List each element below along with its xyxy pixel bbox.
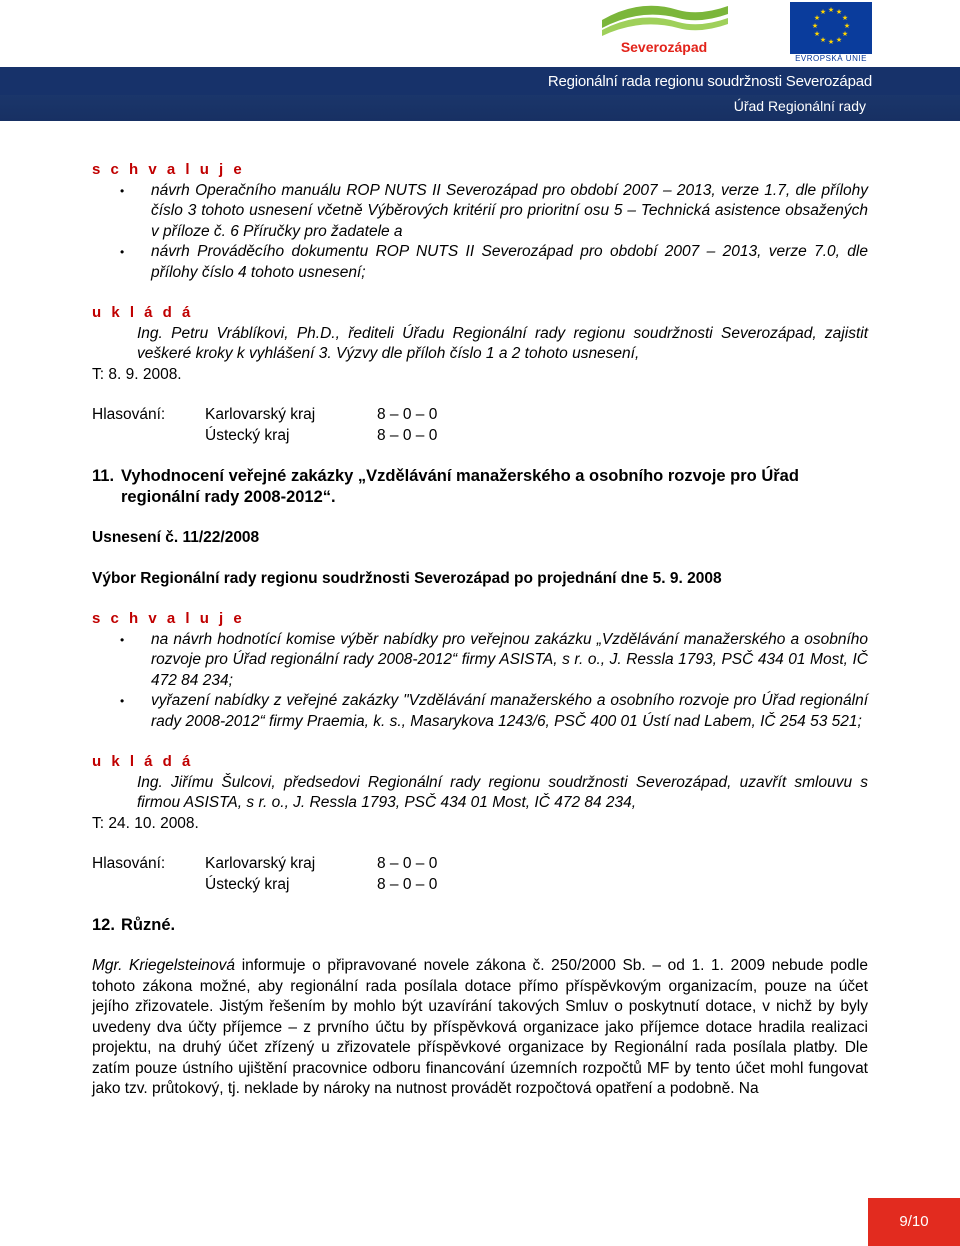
committee-statement: Výbor Regionální rady regionu soudržnosti Severozápad po projednání dne 5. 9. 2008 <box>92 569 722 587</box>
orders-keyword: u k l á d á <box>92 753 194 770</box>
vote-result: 8 – 0 – 0 <box>377 875 438 893</box>
approval-item: • návrh Prováděcího dokumentu ROP NUTS II Severozápad pro období 2007 – 2013, verze 7.0, dle přílohy číslo 4 tohoto usnesení; <box>92 242 868 283</box>
office-name: Úřad Regionální rady <box>733 98 866 114</box>
svg-text:★: ★ <box>835 8 843 16</box>
eu-caption: EVROPSKÁ UNIE <box>790 54 872 64</box>
item-11-heading <box>92 466 868 508</box>
item-title: Různé. <box>121 916 176 934</box>
resolution-number: Usnesení č. 11/22/2008 <box>92 529 260 546</box>
speaker-name: Mgr. Kriegelsteinová <box>92 957 236 974</box>
svg-text:★: ★ <box>827 38 835 46</box>
approves-keyword: s c h v a l u j e <box>92 161 245 178</box>
vote-region: Karlovarský kraj <box>205 406 316 423</box>
approval-list <box>92 181 868 284</box>
svg-text:★: ★ <box>841 30 849 38</box>
vote-row <box>92 854 868 875</box>
item-number: 12. <box>92 916 115 934</box>
vote-row <box>92 405 868 426</box>
svg-text:★: ★ <box>819 8 827 16</box>
approval-item: • vyřazení nabídky z veřejné zakázky "Vzdělávání manažerského a osobního rozvoje pro Úřad regionální rady 2008-2012“ firmy Praemia, k. s., Masarykova 1243/6, PSČ 400 01 Ústí nad Labem, IČ 254 53 521; <box>92 691 868 732</box>
approval-item: • na návrh hodnotící komise výběr nabídky pro veřejnou zakázku „Vzdělávání manažerského a osobního rozvoje pro Úřad regionální rady 2008-2012“ firmy ASISTA, s r. o., J. Ressla 1793, PSČ 434 01 Most, IČ 472 84 234; <box>92 630 868 692</box>
vote-result: 8 – 0 – 0 <box>377 426 438 444</box>
svg-text:★: ★ <box>813 14 821 22</box>
vote-result: 8 – 0 – 0 <box>377 406 438 423</box>
vote-region: Ústecký kraj <box>205 426 290 444</box>
svg-text:★: ★ <box>843 22 851 30</box>
deadline: T: 8. 9. 2008. <box>92 365 182 383</box>
vote-label: Hlasování: <box>92 406 166 423</box>
approval-item: • návrh Operačního manuálu ROP NUTS II Severozápad pro období 2007 – 2013, verze 1.7, dle přílohy číslo 3 tohoto usnesení včetně Výběrových kritérií pro prioritní osu 5 – Technická asistence obsažených v příloze č. 6 Příručky pro žadatele a <box>92 181 868 243</box>
eu-flag <box>790 2 872 62</box>
vote-row <box>92 426 868 447</box>
svg-text:★: ★ <box>835 36 843 44</box>
orders-keyword: u k l á d á <box>92 304 194 321</box>
vote-region: Ústecký kraj <box>205 875 290 893</box>
approval-list <box>92 630 868 733</box>
vote-row <box>92 875 868 896</box>
deadline: T: 24. 10. 2008. <box>92 814 199 832</box>
svg-text:★: ★ <box>811 22 819 30</box>
logo-text: Severozápad <box>620 39 708 55</box>
item-number: 11. <box>92 467 115 485</box>
vote-result: 8 – 0 – 0 <box>377 855 438 872</box>
vote-region: Karlovarský kraj <box>205 855 316 872</box>
order-text: Ing. Petru Vráblíkovi, Ph.D., řediteli Úřadu Regionální rady regionu soudržnosti Severozápad, zajistit veškeré kroky k vyhlášení 3. Výzvy dle příloh číslo 1 a 2 tohoto usnesení, <box>137 324 868 362</box>
svg-text:★: ★ <box>813 30 821 38</box>
document-body <box>92 160 868 1100</box>
item-12-paragraph <box>92 956 868 1100</box>
vote-label: Hlasování: <box>92 855 166 872</box>
approves-keyword: s c h v a l u j e <box>92 610 245 627</box>
item-12-heading <box>92 915 868 936</box>
page-number: 9/10 <box>868 1198 960 1246</box>
item-title: Vyhodnocení veřejné zakázky „Vzdělávání manažerského a osobního rozvoje pro Úřad regionální rady 2008-2012“. <box>121 467 799 506</box>
severozapad-logo <box>600 0 730 64</box>
svg-text:★: ★ <box>827 6 835 14</box>
paragraph-text: informuje o připravované novele zákona č. 250/2000 Sb. – od 1. 1. 2009 nebude podle tohoto zákona možné, aby regionální rada posílala dotace přímo příspěvkovým organizacím, pouze na účet jejího zřizovatele. Jistým řešením by mohlo být uzavírání takových Smluv o poskytnutí dotace, v nichž by byly uvedeny dva účty příjemce – z prvního účtu by příspěvková organizace jako příjemce dotace hradila realizaci projektu, na druhý účet zřízený u zřizovatele příspěvkové organizace by Regionální rada posílala platby. Dle zatím pouze ústního ujištění pracovnice odboru financování územních rozpočtů MF by tento účet mohl fungovat jako tzv. průtokový, tj. neklade by nároky na nutnost provádět rozpočtová opatření a podobně. Na <box>92 957 868 1097</box>
order-text: Ing. Jiřímu Šulcovi, předsedovi Regionální rady regionu soudržnosti Severozápad, uzavřít smlouvu s firmou ASISTA, s r. o., J. Ressla 1793, PSČ 434 01 Most, IČ 472 84 234, <box>137 773 868 811</box>
svg-text:★: ★ <box>841 14 849 22</box>
council-name: Regionální rada regionu soudržnosti Severozápad <box>547 73 872 90</box>
svg-text:★: ★ <box>819 36 827 44</box>
